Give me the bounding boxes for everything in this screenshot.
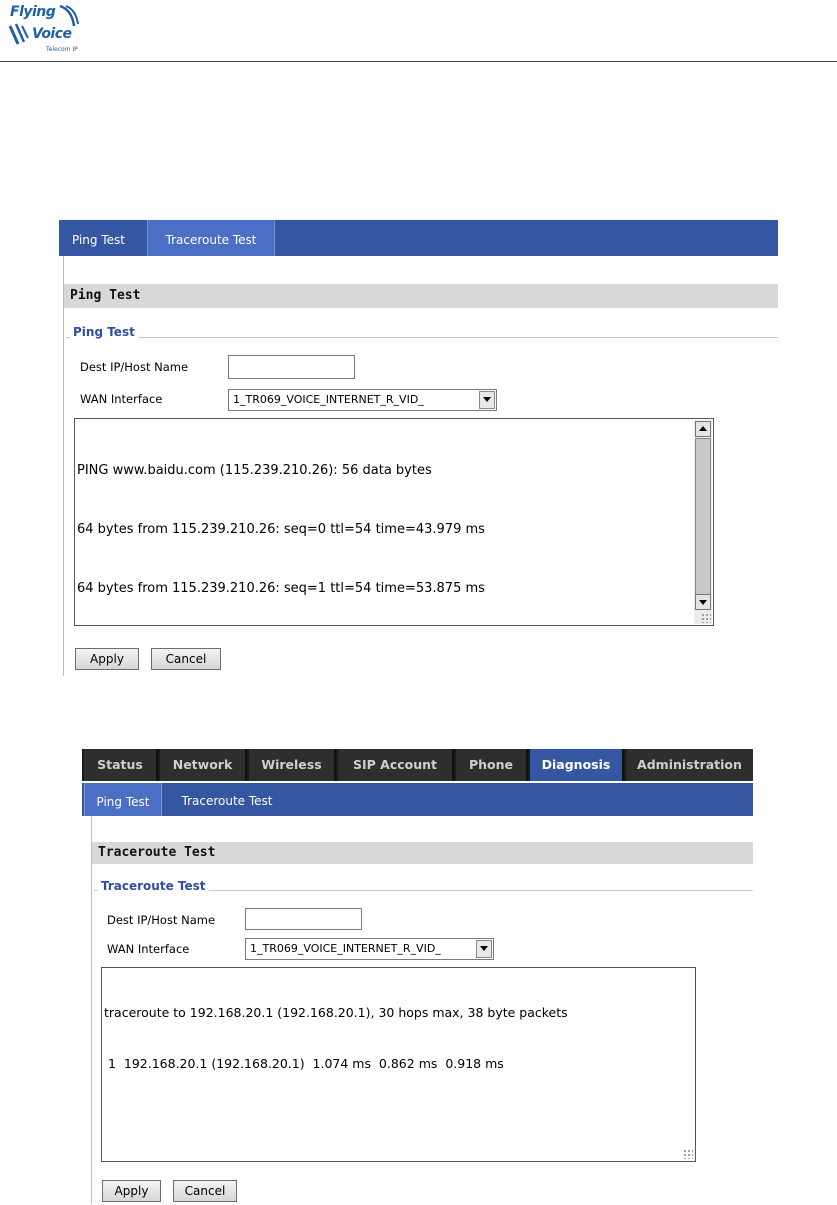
header-divider xyxy=(0,61,837,62)
output-line: traceroute to 192.168.20.1 (192.168.20.1), 30 hops max, 38 byte packets xyxy=(104,1005,568,1020)
ping-output-text xyxy=(77,421,485,626)
logo-text-voice: Voice xyxy=(32,26,72,42)
panel-left-edge xyxy=(91,816,92,1204)
resize-grip-icon[interactable] xyxy=(683,1149,693,1159)
flying-voice-logo xyxy=(8,4,78,56)
tab-traceroute-test[interactable]: Traceroute Test xyxy=(147,220,275,256)
fieldset-border xyxy=(66,337,778,338)
tab-diagnosis[interactable]: Diagnosis xyxy=(530,749,624,781)
tab-ping-test[interactable]: Ping Test xyxy=(59,220,138,256)
tab-ping-test[interactable]: Ping Test xyxy=(84,783,162,816)
scroll-thumb[interactable] xyxy=(695,438,711,598)
resize-grip-icon[interactable] xyxy=(701,613,711,623)
tab-wireless[interactable]: Wireless xyxy=(249,749,336,781)
wan-interface-value: 1_TR069_VOICE_INTERNET_R_VID_ xyxy=(250,942,441,955)
dest-host-label: Dest IP/Host Name xyxy=(80,360,189,374)
tab-traceroute-test[interactable]: Traceroute Test xyxy=(166,783,288,816)
wan-interface-label: WAN Interface xyxy=(80,392,163,406)
cancel-button[interactable]: Cancel xyxy=(151,648,221,670)
chevron-down-icon[interactable] xyxy=(476,940,492,958)
section-title: Traceroute Test xyxy=(92,842,753,864)
dest-host-label: Dest IP/Host Name xyxy=(107,913,216,927)
trace-subnav xyxy=(82,783,753,816)
dest-host-input[interactable] xyxy=(245,908,362,930)
logo-tagline: Telecom IP xyxy=(46,46,78,53)
traceroute-output-textarea[interactable] xyxy=(101,967,696,1162)
tab-status[interactable]: Status xyxy=(84,749,158,781)
apply-button[interactable]: Apply xyxy=(75,648,139,670)
logo-text-flying: Flying xyxy=(10,4,56,20)
ping-subnav xyxy=(59,220,778,256)
vertical-scrollbar[interactable] xyxy=(694,420,712,624)
fieldset-legend: Traceroute Test xyxy=(98,877,209,895)
scroll-down-arrow-icon[interactable] xyxy=(695,594,711,610)
fieldset-legend: Ping Test xyxy=(70,323,138,341)
signal-icon xyxy=(8,20,32,46)
scroll-up-arrow-icon[interactable] xyxy=(695,421,711,437)
main-nav xyxy=(82,749,753,781)
cancel-button[interactable]: Cancel xyxy=(173,1180,237,1202)
tab-administration[interactable]: Administration xyxy=(626,749,753,781)
wan-interface-select[interactable] xyxy=(245,938,494,960)
dest-host-input[interactable] xyxy=(228,355,355,379)
output-line: 64 bytes from 115.239.210.26: seq=0 ttl=54 time=43.979 ms xyxy=(77,521,485,537)
output-line: PING www.baidu.com (115.239.210.26): 56 data bytes xyxy=(77,462,432,478)
tab-phone[interactable]: Phone xyxy=(456,749,528,781)
tab-sip-account[interactable]: SIP Account xyxy=(338,749,454,781)
wan-interface-value: 1_TR069_VOICE_INTERNET_R_VID_ xyxy=(233,393,424,406)
output-line: 64 bytes from 115.239.210.26: seq=1 ttl=54 time=53.875 ms xyxy=(77,581,485,597)
section-title: Ping Test xyxy=(64,284,778,308)
wan-interface-select[interactable] xyxy=(228,389,497,411)
apply-button[interactable]: Apply xyxy=(102,1180,161,1202)
output-line: 1 192.168.20.1 (192.168.20.1) 1.074 ms 0.862 ms 0.918 ms xyxy=(104,1056,504,1071)
traceroute-output-text xyxy=(104,970,568,1106)
wave-icon xyxy=(58,4,80,28)
chevron-down-icon[interactable] xyxy=(479,391,495,409)
panel-left-edge xyxy=(63,256,64,676)
ping-output-textarea[interactable] xyxy=(74,418,714,626)
tab-network[interactable]: Network xyxy=(160,749,247,781)
wan-interface-label: WAN Interface xyxy=(107,942,190,956)
